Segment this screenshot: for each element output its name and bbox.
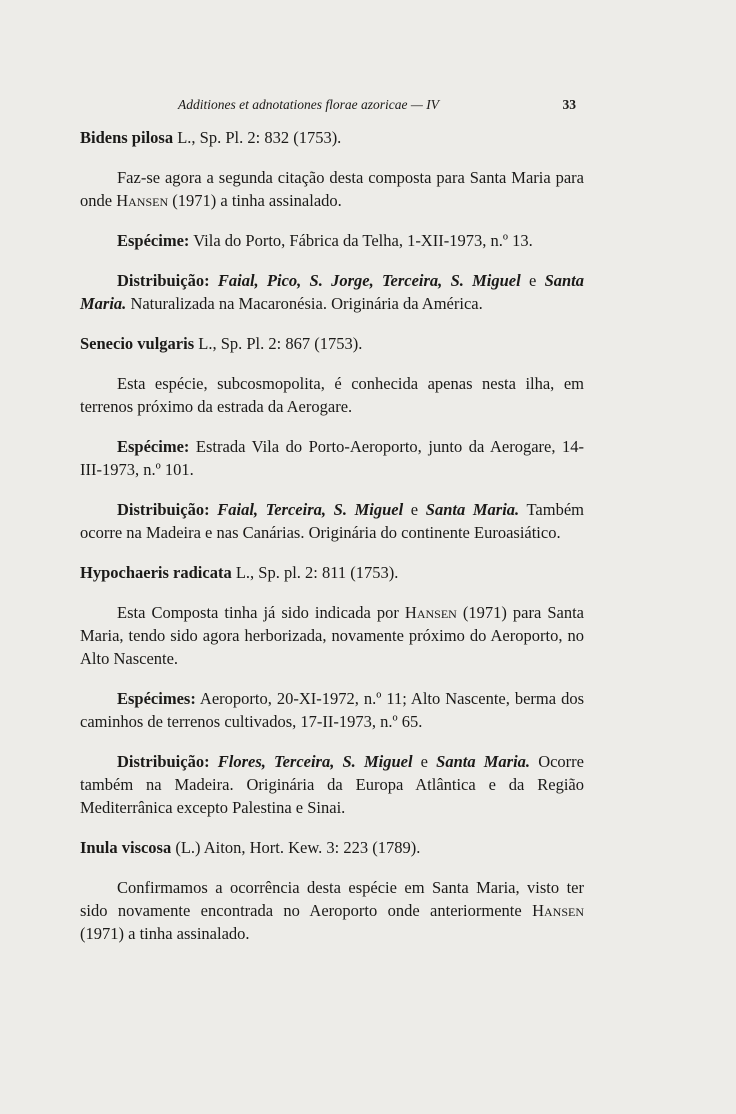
paragraph-text: (1971) a tinha assinalado. (80, 924, 250, 943)
specimen-text: Aeroporto, 20-XI-1972, n.º 11; Alto Nascente, berma dos caminhos de terrenos cultivados, 17-II-1973, n.º 65. (80, 689, 584, 731)
species-heading (80, 332, 584, 355)
specimen-paragraph (80, 229, 584, 252)
paragraph-text: Faz-se agora a segunda citação desta composta para Santa Maria para onde (80, 168, 584, 210)
specimen-text: Vila do Porto, Fábrica da Telha, 1-XII-1973, n.º 13. (189, 231, 533, 250)
species-heading (80, 836, 584, 859)
specimen-label: Espécime: (117, 231, 190, 250)
distribution-islands: Flores, Terceira, S. Miguel (209, 752, 413, 771)
specimen-label: Espécimes: (117, 689, 196, 708)
specimen-paragraph (80, 435, 584, 481)
distribution-last-island: Santa Maria. (425, 500, 520, 519)
conjunction: e (520, 271, 545, 290)
distribution-text: Ocorre também na Madeira. Originária da Europa Atlântica e da Região Mediterrânica excepto Palestina e Sinai. (80, 752, 584, 817)
species-heading (80, 561, 584, 584)
paragraph (80, 601, 584, 670)
specimen-paragraph (80, 687, 584, 733)
distribution-islands: Faial, Pico, S. Jorge, Terceira, S. Miguel (209, 271, 521, 290)
distribution-last-island: Santa Maria. (436, 752, 531, 771)
document-body (80, 126, 584, 962)
conjunction: e (403, 500, 426, 519)
paragraph-text: Confirmamos a ocorrência desta espécie em Santa Maria, visto ter sido novamente encontrada no Aeroporto onde anteriormente (80, 878, 584, 920)
paragraph-text: (1971) a tinha assinalado. (168, 191, 342, 210)
distribution-paragraph (80, 498, 584, 544)
paragraph (80, 876, 584, 945)
distribution-paragraph (80, 269, 584, 315)
species-citation: L., Sp. pl. 2: 811 (1753). (231, 563, 399, 582)
paragraph (80, 372, 584, 418)
species-citation: L., Sp. Pl. 2: 832 (1753). (173, 128, 342, 147)
paragraph-text: Esta Composta tinha já sido indicada por (117, 603, 405, 622)
specimen-text: Estrada Vila do Porto-Aeroporto, junto da Aerogare, 14-III-1973, n.º 101. (80, 437, 584, 479)
paragraph (80, 166, 584, 212)
author-name: Hansen (532, 901, 584, 920)
distribution-label: Distribuição: (117, 271, 210, 290)
paragraph-text: Esta espécie, subcosmopolita, é conhecida apenas nesta ilha, em terrenos próximo da estrada da Aerogare. (80, 374, 584, 416)
species-heading (80, 126, 584, 149)
distribution-paragraph (80, 750, 584, 819)
page-number: 33 (562, 97, 576, 112)
running-title: Additiones et adnotationes florae azoricae — IV (178, 97, 439, 112)
species-name: Hypochaeris radicata (80, 563, 232, 582)
author-name: Hansen (404, 603, 457, 622)
distribution-label: Distribuição: (117, 500, 210, 519)
paragraph-text: (1971) para Santa Maria, tendo sido agora herborizada, novamente próximo do Aeroporto, no Alto Nascente. (80, 603, 584, 668)
distribution-islands: Faial, Terceira, S. Miguel (209, 500, 404, 519)
conjunction: e (412, 752, 437, 771)
specimen-label: Espécime: (117, 437, 190, 456)
species-citation: (L.) Aiton, Hort. Kew. 3: 223 (1789). (171, 838, 421, 857)
author-name: Hansen (116, 191, 169, 210)
distribution-text: Também ocorre na Madeira e nas Canárias. Originária do continente Euroasiático. (80, 500, 585, 542)
species-name: Senecio vulgaris (80, 334, 195, 353)
species-citation: L., Sp. Pl. 2: 867 (1753). (194, 334, 363, 353)
distribution-label: Distribuição: (117, 752, 210, 771)
species-name: Bidens pilosa (80, 128, 174, 147)
distribution-last-island: Santa Maria. (80, 271, 584, 313)
species-name: Inula viscosa (80, 838, 172, 857)
distribution-text: Naturalizada na Macaronésia. Originária da América. (126, 294, 483, 313)
